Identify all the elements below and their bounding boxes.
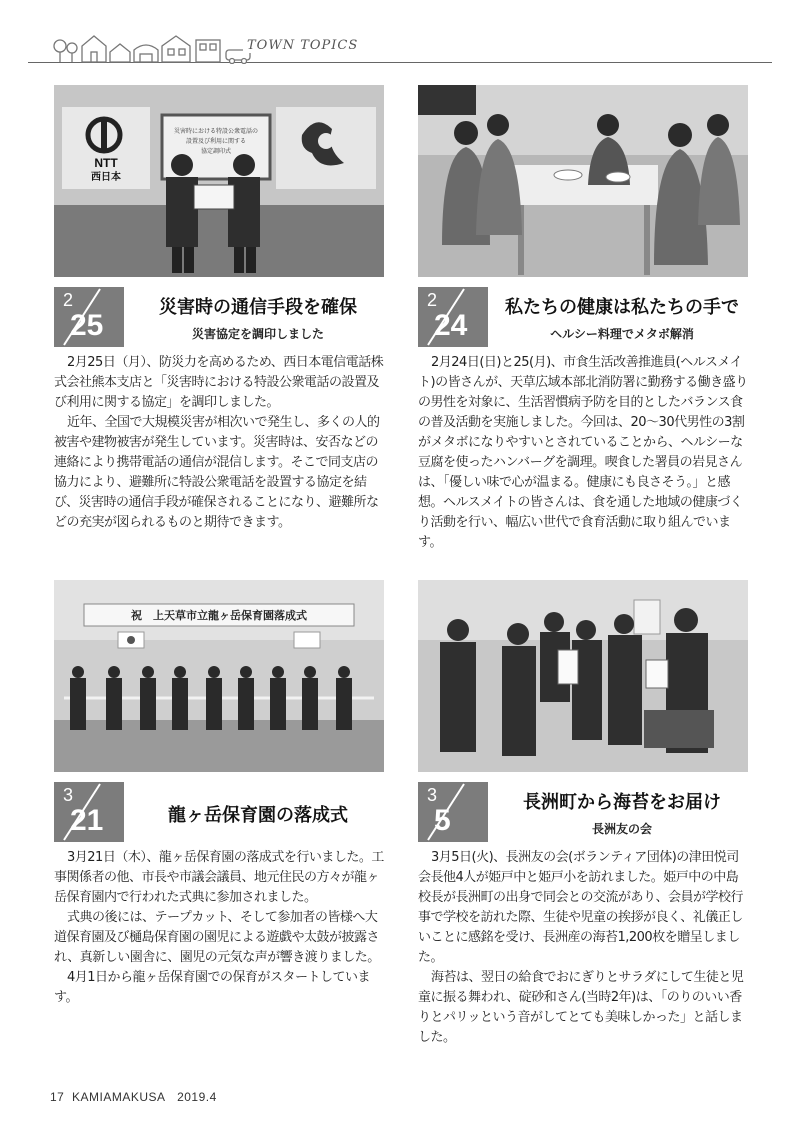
article-title: 災害時の通信手段を確保 bbox=[159, 297, 357, 318]
article-photo bbox=[54, 580, 384, 772]
article-title: 私たちの健康は私たちの手で bbox=[505, 297, 739, 318]
article-paragraph: 2月25日（月）、防災力を高めるため、西日本電信電話株式会社熊本支店と「災害時における特設公衆電話の設置及び利用に関する協定」を調印しました。 bbox=[54, 355, 384, 410]
header-title: TOWN TOPICS bbox=[243, 38, 362, 53]
date-month: 3 bbox=[427, 785, 438, 805]
date-day: 21 bbox=[70, 804, 104, 837]
article-body bbox=[418, 353, 748, 553]
page-header bbox=[28, 28, 772, 68]
article-title: 長洲町から海苔をお届け bbox=[523, 792, 721, 813]
article-body bbox=[54, 848, 384, 1008]
magazine-name: KAMIAMAKUSA bbox=[72, 1090, 166, 1104]
article-heading bbox=[132, 782, 384, 842]
page-footer bbox=[50, 1090, 217, 1104]
article-photo bbox=[418, 85, 748, 277]
article-photo bbox=[418, 580, 748, 772]
date-month: 2 bbox=[63, 290, 74, 310]
date-day: 25 bbox=[70, 309, 104, 342]
article-paragraph: 3月21日（木）、龍ヶ岳保育園の落成式を行いました。工事関係者の他、市長や市議会議員、地元住民の方々が龍ヶ岳保育園内で行われた式典に参加されました。 bbox=[54, 850, 384, 905]
article-paragraph: 3月5日(火)、長洲友の会(ボランティア団体)の津田悦司会長他4人が姫戸中と姫戸小を訪れました。姫戸中の中島校長が長洲町の出身で同会との交流があり、会員が学校行事で学校を訪れた際、生徒や児童の挨拶が良く、礼儀正しいことに感銘を受け、長洲産の海苔1,200枚を贈呈しました。 bbox=[418, 850, 744, 965]
date-badge bbox=[54, 782, 124, 842]
poster-line: 協定調印式 bbox=[200, 148, 232, 155]
article-seaweed-gift bbox=[418, 580, 748, 1060]
article-photo bbox=[54, 85, 384, 277]
ntt-logo-subtext: 西日本 bbox=[91, 172, 121, 183]
date-badge bbox=[54, 287, 124, 347]
article-heading bbox=[496, 287, 748, 347]
page-number: 17 bbox=[50, 1090, 65, 1104]
issue-date: 2019.4 bbox=[177, 1090, 217, 1104]
poster-line: 災害時における特設公衆電話の bbox=[173, 128, 259, 135]
date-badge bbox=[418, 782, 488, 842]
date-month: 2 bbox=[427, 290, 438, 310]
article-paragraph: 4月1日から龍ヶ岳保育園での保育がスタートしています。 bbox=[54, 970, 371, 1005]
ceremony-banner: 祝 上天草市立龍ヶ岳保育園落成式 bbox=[131, 609, 307, 622]
article-disaster-agreement bbox=[54, 85, 384, 565]
date-day: 24 bbox=[434, 309, 468, 342]
article-paragraph: 式典の後には、テープカット、そして参加者の皆様へ大道保育園及び樋島保育園の園児による遊戯や太鼓が披露され、真新しい園舎に、園児の元気な声が響き渡りました。 bbox=[54, 910, 380, 965]
article-title: 龍ヶ岳保育園の落成式 bbox=[168, 805, 348, 826]
article-health-cooking bbox=[418, 85, 748, 565]
town-houses-icon bbox=[48, 32, 253, 64]
article-subtitle: 長洲友の会 bbox=[591, 822, 652, 836]
date-month: 3 bbox=[63, 785, 74, 805]
article-body bbox=[54, 353, 384, 533]
article-heading bbox=[132, 287, 384, 347]
date-day: 5 bbox=[434, 804, 451, 837]
article-subtitle: 災害協定を調印しました bbox=[191, 327, 324, 341]
article-subtitle: ヘルシー料理でメタボ解消 bbox=[550, 327, 694, 341]
article-heading bbox=[496, 782, 748, 842]
poster-line: 設置及び利用に関する bbox=[185, 138, 247, 145]
article-paragraph: 海苔は、翌日の給食でおにぎりとサラダにして生徒と児童に振る舞われ、碇砂和さん(当時2年)は、「のりのいい香りとパリッという音がしてとても美味しかった」と話しました。 bbox=[418, 970, 744, 1045]
ntt-logo-text: NTT bbox=[94, 156, 118, 170]
article-paragraph: 2月24日(日)と25(月)、市食生活改善推進員(ヘルスメイト)の皆さんが、天草広域本部北消防署に勤務する働き盛りの男性を対象に、生活習慣病予防を目的としたバランス食の普及活動を実施しました。今回は、20～30代男性の3割がメタボになりやすいとされていることから、ヘルシーな豆腐を使ったハンバーグを調理。喫食した署員の岩見さんは、「優しい味で心が温まる。健康にも良さそう。」と感想。ヘルスメイトの皆さんは、食を通した地域の健康づくり活動を行い、幅広い世代で食育活動に取り組んでいます。 bbox=[418, 355, 748, 550]
article-body bbox=[418, 848, 748, 1048]
article-paragraph: 近年、全国で大規模災害が相次いで発生し、多くの人的被害や建物被害が発生しています。災害時は、安否などの連絡により携帯電話の通信が混信します。そこで同支店の協力により、避難所に特設公衆電話を設置する協定を結び、災害時の通信手段が確保されることになり、避難所などの充実が図られるものと期待できます。 bbox=[54, 415, 380, 530]
date-badge bbox=[418, 287, 488, 347]
article-nursery-opening bbox=[54, 580, 384, 1060]
